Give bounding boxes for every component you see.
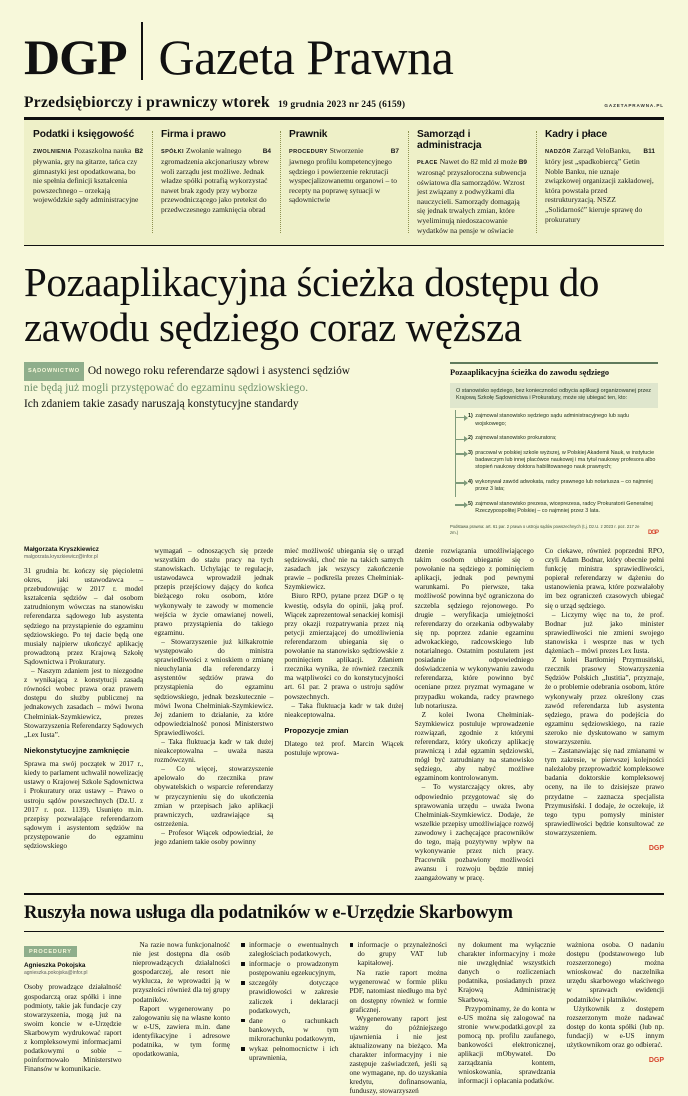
list-item: wykaz pełnomocnictw i ich uprawnienia, (249, 1044, 339, 1063)
article-column-5 (545, 546, 664, 882)
teaser-heading: Kadry i płace (545, 128, 608, 140)
teaser-heading: Samorząd i administracja (417, 128, 482, 151)
second-article-column-5 (458, 940, 556, 1096)
article-paragraph: 31 grudnia br. kończy się pięcioletni okres, jaki ustawodawca – przebudowując w 2017 r. model kształcenia sędziów – dał osobom zatrudnionym wówczas na stanowisku referendarza sądowego lub asystenta sędziego na przystąpienie do egzaminu sędziowskiego. Po tej dacie będą one musiały najpierw ukończyć aplikację prowadzoną przez Krajową Szkołę Sądownictwa i Prokuratury. (24, 566, 144, 666)
article-paragraph: Dlatego też prof. Marcin Wiącek postuluje wprowa- (284, 739, 404, 758)
second-article-columns (24, 940, 664, 1096)
teaser-page-ref: B7 (390, 147, 399, 155)
masthead (24, 0, 664, 85)
dgp-endmark-icon: DGP (647, 530, 658, 536)
article-paragraph: – Co więcej, stowarzyszenie apelowało do rzecznika praw obywatelskich o wsparcie referendarzy w przyczynieniu się do ukończenia zmian w przepisach jako aplikacji prawniczych, uzdrawiające są ostrzeżenia. (154, 764, 274, 828)
teaser-heading: Firma i prawo (161, 128, 226, 140)
article-paragraph: Przypominamy, że do konta w e-US można się zalogować na stronie www.podatki.gov.pl za pomocą np. profilu zaufanego, bankowości elektronicznej, aplikacji mObywatel. Do zarządzania kontem, wnioskowania, sprawdzania informacji i opłacania podatków. (458, 1003, 556, 1086)
article-paragraph: – Naszym zdaniem jest to niezgodne z wynikającą z konstytucji zasadą równości wobec prawa oraz prawem dostępu do służby publicznej na jednakowych zasadach – mówi Iwona Chełminiak-Szymkiewicz, prezes Stowarzyszenia Referendarzy Sądowych „Lex Iusta”. (24, 666, 144, 739)
category-tag-sadownictwo[interactable]: SĄDOWNICTWO (24, 362, 84, 381)
article-paragraph: – To wystarczający okres, aby odpowiednio przygotować się do sprawowania urzędu – uważa Iwona Chełminiak-Szymkiewicz. Dodaje, że wszelkie przepisy umożliwiające rozwój zawodowy i zachęcające pracowników do tego, mają pozytywny wpływ na wykonywanie przez nich pracy. Pracownik pozbawiony możliwości awansu i rozwoju będzie mniej zaangażowany w pracę. (414, 782, 534, 883)
logo-divider (141, 22, 143, 80)
section-teaser-strip (24, 120, 664, 247)
arrow-right-icon (455, 482, 467, 483)
list-item: dane o rachunkach bankowych, w tym mikrorachunku podatkowym, (249, 1015, 339, 1043)
second-article-column-3 (241, 940, 339, 1096)
list-item: informacje o ewentualnych zaległościach podatkowych, (249, 939, 339, 959)
infobox-item-number: 5) (468, 500, 473, 507)
article-paragraph: Z kolei Iwona Chełminiak-Szymkiewicz postuluje wprowadzenie rozwiązań, zgodnie z którymi referendarz, który ukończy aplikację prawniczą i zdał egzamin sędziowski, mógł być zatrudniany na stanowisko sędziego, aby nabyć możliwe egzaminom kontrolowanym. (414, 709, 534, 783)
infobox-list-item (468, 432, 658, 446)
byline-author: Agnieszka Pokojska (24, 962, 86, 970)
article-paragraph: dzenie rozwiązania umożliwiającego takim osobom ubieganie się o powołanie na sędziego z pominięciem aplikacji, jednak pod pewnymi warunkami. Po pierwsze, taka możliwość powinna być ograniczona do szczebla sędziego rejonowego. Po drugie – weryfikacja umiejętności referendarzy do orzekania odbywałaby się np. poprzez zdanie egzaminu adwokackiego, radcowskiego lub notarialnego. Ostatnim postulatem jest posiadanie odpowiedniego doświadczenia w wykonywaniu zawodu referendarza, które powinno być oceniane przez pryzmat wymagane w przypadku wokanda, radcy prawnego lub notariusza. (414, 546, 534, 710)
article-paragraph: Osoby prowadzące działalność gospodarczą oraz spółki i inne podmioty, takie jak fundacje czy stowarzyszenia, mogą już na swoim koncie w e-Urzędzie Skarbowym wydrukować raport z kompleksowymi informacjami podatkowymi o sobie – poinformowało Ministerstwo Finansów w komunikacie. (24, 982, 122, 1074)
article-paragraph: – Zastanawiając się nad zmianami w tym zakresie, w pierwszej kolejności należałoby przeprowadzić kompleksowe badania doktorskie kompleksowej oceny, na ile to dzisiejsze prawo przydatne – zaznacza specjalista Przymusiński. I dodaje, że oczekuje, iż tego typu pomysły minister sprawiedliwości będzie konsultować ze stowarzyszeniem. (544, 746, 665, 837)
article-paragraph: Z kolei Bartłomiej Przymusiński, rzecznik prasowy Stowarzyszenia Sędziów Polskich „Iustitia”, przyznaje, że o problemie odebrania osobom, które wykonywały przez określony czas zawód referendarza lub asystenta sędziego, prawa do podejścia do egzaminu sędziowskiego, na razie szeroko nie dyskutowano w samym stowarzyszeniu. (544, 655, 665, 746)
article-paragraph: – Profesor Wiącek odpowiedział, że jego zdaniem takie osoby powinny (154, 827, 274, 846)
second-article-tag-wrap (24, 940, 122, 963)
infobox-item-text: zajmował stanowisko prokuratora; (475, 435, 557, 442)
teaser-kicker: ZWOLNIENIA (33, 148, 72, 155)
teaser-samorzad-i-administracja[interactable] (408, 129, 536, 236)
teaser-kicker: NADZÓR (545, 148, 572, 155)
article-paragraph: – Liczymy więc na to, że prof. Bodnar już jako minister sprawiedliwości nie zmieni swojego stanowiska i wesprze nas w tych dążeniach – mówi prezes Lex Iusta. (544, 609, 665, 656)
teaser-heading: Podatki i księgowość (33, 128, 135, 140)
tax-report-contents-list (241, 940, 339, 1062)
second-article-column-4 (350, 940, 448, 1096)
infobox-top-rule (450, 362, 658, 364)
teaser-text: Stworzenie jawnego profilu kompetencyjnego sędziego i powierzenie rekrutacji wyspecjalizowanemu organowi – to recepty na poprawę sytuacji w sądownictwie (289, 145, 397, 205)
article-column-1 (24, 546, 143, 882)
article-paragraph: mieć możliwość ubiegania się o urząd sędziowski, choć nie na takich samych zasadach jak wszyscy zakończenie prawie – podkreśla prezes Chełminiak-Szymkiewicz. (284, 546, 404, 592)
article-subheading: Niekonstytucyjne zamknięcie (24, 745, 130, 755)
dgp-endmark-icon: DGP (648, 845, 665, 852)
infobox-list-item (468, 410, 658, 432)
teaser-text: Zarząd VeloBanku, który jest „spadkobiercą” Getin Noble Banku, nie uznaje związkowej organizacji zakładowej, która powstała przed restrukturyzacją. NSZZ „Solidarność” kieruje sprawę do prokuratury (545, 145, 654, 224)
second-article-column-2 (133, 940, 231, 1096)
article-paragraph: Wygenerowany raport jest ważny do późniejszego ujawnienia i nie jest aktualizowany na bieżąco. Ma charakter informacyjny i nie zastępuje zaświadczeń, jeśli są one wymagane, np. do uzyskania kredytu, dofinansowania, funduszy, stowarzyszeń (349, 1013, 447, 1096)
article-paragraph: Raport wygenerowany po zalogowaniu się na własne konto w e-US, zawiera m.in. dane identyfikacyjne i adresowe podatnika, w tym formę opodatkowania, (132, 1003, 230, 1059)
second-article-top-rule (24, 893, 664, 895)
infobox-legal-basis: Podstawa prawna: art. 61 par. 2 prawa o ustroju sądów powszechnych (t.j. Dz.U. z 2023 r. poz. 217 ze zm.) (450, 524, 640, 535)
teaser-body (289, 146, 399, 206)
infobox-item-number: 3) (468, 449, 473, 456)
dateline-issue: 19 grudnia 2023 nr 245 (6159) (277, 100, 406, 110)
article-paragraph: Biuro RPO, pytane przez DGP o tę kwestię, odsyła do opinii, jaką prof. Wiącek zaprezentował senackiej komisji przy okazji rozpatrywania przez nią petycji zmierzającej do umożliwienia referendarzom ubiegania się o powołanie na stanowisko sędziowskie z pominięciem aplikacji. Zdaniem rzecznika wynika, że również rzecznik ma wątpliwości co do konstytucyjności art. 61 par. 2 prawa o ustroju sądów powszechnych. (284, 591, 404, 701)
teaser-body (417, 157, 527, 236)
infobox-item-number: 2) (468, 435, 473, 442)
byline-email[interactable]: malgorzata.kryszkiewicz@infor.pl (24, 554, 98, 560)
byline-email[interactable]: agnieszka.pokojska@infor.pl (24, 970, 88, 977)
infobox-item-text: pracował w polskiej szkole wyższej, w Polskiej Akademii Nauk, w instytucie badawczym lub innej placówce naukowej i ma tytuł naukowy profesora albo stopień naukowy doktora habilitowanego nauk prawnych; (475, 449, 656, 471)
standfirst-text-1: Od nowego roku referendarze sądowi i asystenci sędziów (87, 365, 351, 378)
dateline (24, 80, 664, 117)
infobox-source-note (450, 524, 658, 536)
infobox-title: Pozaaplikacyjna ścieżka do zawodu sędziego (450, 367, 610, 377)
infobox-item-text: zajmował stanowisko prezesa, wiceprezesa, radcy Prokuratorii Generalnej Rzeczypospolitej Polskiej – co najmniej przez 3 lata. (475, 500, 653, 515)
infobox-intro: O stanowisko sędziego, bez konieczności odbycia aplikacji organizowanej przez Krajową Szkołę Sądownictwa i Prokuratury, może się ubiegać ten, kto: (450, 383, 658, 408)
infobox-item-number: 1) (468, 413, 473, 420)
teaser-page-ref: B4 (262, 147, 271, 155)
logo-dgp[interactable]: DGP (24, 29, 127, 85)
article-column-4 (415, 546, 534, 882)
article-column-2 (154, 546, 273, 882)
tax-report-contents-list-cont (350, 940, 448, 967)
article-paragraph: wymagań – odnoszących się przede wszystkim do stażu pracy na tych stanowiskach. Uchylając te regulacje, ustawodawca wprowadził jednak przepis przejściowy dający do końca bieżącego roku osobom, które wykonywały te zawody w momencie wejścia w życie omawianej noweli, prawo przystąpienia do takiego egzaminu. (154, 546, 274, 637)
infobox-list-item (468, 475, 658, 497)
teaser-body (33, 146, 143, 206)
infobox-list (450, 410, 658, 519)
article-endmark (567, 1049, 665, 1067)
second-article-headline[interactable]: Ruszyła nowa usługa dla podatników w e-Urzędzie Skarbowym (24, 902, 513, 923)
article-paragraph: Na razie nowa funkcjonalność nie jest dostępna dla osób nieprowadzących działalności gospodarczej, ale resort nie wyklucza, że wprowadzi ją w przyszłości również dla tej grupy podatników. (132, 939, 230, 1004)
article-paragraph: Sprawa ma swój początek w 2017 r., kiedy to parlament uchwalił nowelizację ustawy o Krajowej Szkole Sądownictwa i Prokuratury oraz ustawy – Prawo o ustroju sądów powszechnych (Dz.U. z 2017 r. poz. 1139). Usunięto m.in. przepisy pozwalające referendarzom sądowym i asystentom sędziów na przystępowanie do egzaminu sędziowskiego (24, 759, 144, 851)
infographic-pozaaplikacyjna-sciezka (450, 362, 658, 536)
teaser-text: Pozaszkolna nauka pływania, gry na gitarze, tańca czy gimnastyki jest opodatkowana, bo nie spełnia definicji kształcenia powszechnego – orzekają wojewódzkie sądy administracyjne (33, 145, 139, 205)
teaser-kicker: SPÓŁKI (161, 148, 184, 155)
article-paragraph: ny dokument ma wyłącznie charakter informacyjny i może nie uwzględniać wszystkich danych o rozliczeniach podatnika, posiadanych przez Krajową Administrację Skarbową. (458, 939, 556, 1004)
second-article-under-rule (24, 931, 664, 932)
standfirst-line-1 (24, 362, 436, 381)
list-item: szczegóły dotyczące prawidłowości w zakresie zaliczek i deklaracji podatkowych, (249, 978, 339, 1015)
teaser-text: Nawet do 82 mld zł może wzrosnąć przyszłoroczna subwencja oświatowa dla samorządów. Wzrost jest związany z podwyżkami dla nauczycieli. Samorządy domagają się jednak trwałych zmian, które wyeliminują niedoszacowanie wydatków na pensje w oświacie (417, 156, 527, 235)
list-item: informacje o prowadzonym postępowaniu egzekucyjnym, (249, 959, 339, 978)
article-endmark (545, 837, 664, 855)
lead-story (24, 246, 664, 536)
byline-author: Małgorzata Kryszkiewicz (24, 546, 99, 553)
article-paragraph: Użytkownik z dostępem rozszerzonym może nadawać dostęp do konta spółki (lub np. fundacji) w e-US innym użytkownikom oraz go odbierać. (566, 1003, 664, 1049)
dateline-title: Przedsiębiorczy i prawniczy wtorek (24, 94, 270, 111)
article-subheading: Propozycje zmian (284, 725, 349, 735)
article-paragraph: – Taka fluktuacja kadr w tak dużej nieakceptowalna – uważa nasza rozmówczyni. (154, 736, 274, 765)
teaser-kicker: PROCEDURY (289, 148, 328, 155)
lead-standfirst (24, 362, 436, 536)
infobox-list-item (468, 497, 658, 519)
list-item: informacje o przynależności do grupy VAT lub kapitałowej. (357, 939, 447, 968)
infobox-item-text: wykonywał zawód adwokata, radcy prawnego lub notariusza – co najmniej przez 3 lata; (475, 478, 653, 493)
arrow-right-icon (455, 504, 467, 505)
standfirst-line-3: Ich zdaniem takie zasady naruszają konstytucyjne standardy (24, 397, 299, 410)
arrow-right-icon (455, 439, 467, 440)
lead-article-columns (24, 546, 664, 882)
article-paragraph: – Stowarzyszenie już kilkakrotnie występowało do ministra sprawiedliwości z wnioskiem o zmianę nieuchylania dla referendarzy i asystentów sędziów prawa do przystąpienia do egzaminu sędziowskiego, jednak bezskutecznie – mówi Iwona Chełminiak-Szymkiewicz. Jej zdaniem to działanie, za które odpowiedzialność ponosi Ministerstwo Sprawiedliwości. (154, 636, 274, 737)
second-article-column-6 (567, 940, 665, 1096)
teaser-prawnik[interactable] (280, 129, 408, 236)
article-paragraph: – Taka fluktuacja kadr w tak dużej nieakceptowalna. (284, 700, 404, 719)
arrow-right-icon (455, 417, 467, 418)
lead-body-row (24, 362, 664, 536)
teaser-body (545, 146, 655, 225)
infobox-item-number: 4) (468, 478, 473, 485)
teaser-body (161, 146, 271, 215)
category-tag-procedury[interactable]: PROCEDURY (24, 946, 77, 957)
second-article-column-1 (24, 940, 122, 1096)
teaser-text: Zwołanie walnego zgromadzenia akcjonariuszy wbrew woli zarządu jest możliwe. Jednak władze spółki potrafią wykorzystać nawet brak zgody przy wyborze przewodniczącego jako pretekst do przedwczesnego zamknięcia obrad (161, 145, 269, 215)
teaser-podatki-i-ksiegowosc[interactable] (24, 129, 152, 236)
article-paragraph: ważniona osoba. O nadaniu dostępu (podstawowego lub rozszerzonego) można wnioskować do naczelnika urzędu skarbowego właściwego w sprawach ewidencji podatników i płatników. (566, 939, 664, 1004)
article-paragraph: Na razie raport można wygenerować w formie pliku PDF, natomiast niedługo ma być on dostępny również w formie graficznej. (349, 968, 447, 1014)
standfirst-line-2: nie będą już mogli przystępować do egzaminu sędziowskiego. (24, 382, 309, 395)
teaser-page-ref: B9 (518, 158, 527, 166)
infobox-item-text: zajmował stanowisko sędziego sądu administracyjnego lub sądu wojskowego; (475, 413, 630, 427)
teaser-page-ref: B2 (134, 147, 143, 155)
teaser-kadry-i-place[interactable] (536, 129, 664, 236)
article-column-3 (284, 546, 403, 882)
teaser-kicker: PŁACE (417, 159, 438, 166)
article-paragraph: Co ciekawe, również poprzedni RPO, czyli Adam Bodnar, który obecnie pełni funkcję ministra sprawiedliwości, popierał referendarzy w dążeniu do ustanowienia prawa, które pozwalałoby im bez ograniczeń czasowych ubiegać się o urząd sędziego. (544, 546, 665, 610)
logo-gazeta-prawna[interactable]: Gazeta Prawna (158, 29, 454, 85)
teaser-page-ref: B11 (643, 147, 655, 155)
arrow-right-icon (455, 453, 467, 454)
lead-headline[interactable]: Pozaaplikacyjna ścieżka dostępu do zawodu sędziego coraz węższa (24, 259, 599, 351)
infobox-list-item (468, 446, 658, 475)
teaser-heading: Prawnik (289, 128, 328, 140)
site-url[interactable]: GAZETAPRAWNA.PL (604, 103, 664, 108)
dgp-endmark-icon: DGP (648, 1057, 664, 1065)
teaser-firma-i-prawo[interactable] (152, 129, 280, 236)
